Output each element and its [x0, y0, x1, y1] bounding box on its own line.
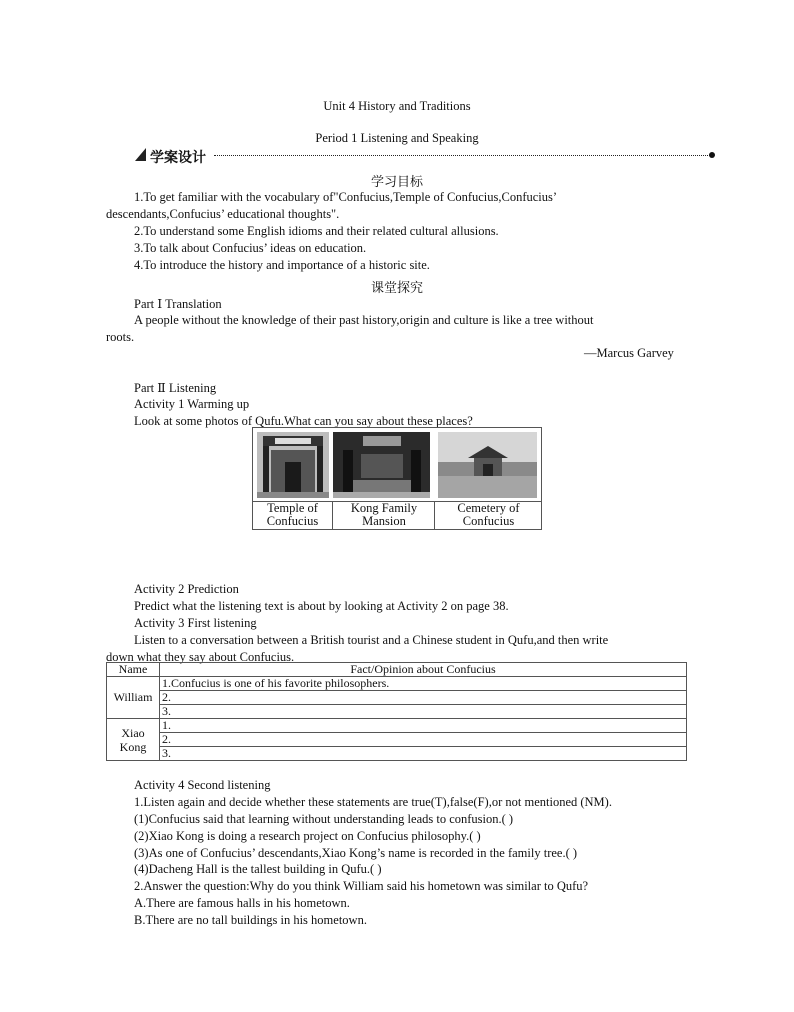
class-heading: 课堂探究 — [370, 281, 423, 296]
goal-line: descendants,Confucius’ educational thoughts". — [106, 207, 340, 221]
statement-item[interactable]: (3)As one of Confucius’ descendants,Xiao Kong’s name is recorded in the family tree.( ) — [134, 846, 578, 860]
banner-rule-end-dot — [709, 152, 715, 158]
fact-opinion-table — [106, 662, 687, 761]
activity1-prompt: Look at some photos of Qufu.What can you say about these places? — [134, 414, 473, 428]
fact-cell[interactable]: 3. — [160, 747, 687, 761]
table-row — [107, 719, 687, 733]
banner-dotted-rule — [214, 155, 710, 156]
photo-caption: Kong Family Mansion — [332, 501, 435, 530]
goal-line: 1.To get familiar with the vocabulary of"Confucius,Temple of Confucius,Confucius’ — [134, 190, 558, 204]
fact-cell[interactable]: 1.Confucius is one of his favorite philosophers. — [160, 677, 687, 691]
statement-item[interactable]: (1)Confucius said that learning without understanding leads to confusion.( ) — [134, 812, 514, 826]
statement-item[interactable]: (2)Xiao Kong is doing a research project on Confucius philosophy.( ) — [134, 829, 481, 843]
fact-cell[interactable]: 2. — [160, 691, 687, 705]
answer-option[interactable]: B.There are no tall buildings in his hometown. — [134, 913, 367, 927]
table-row — [107, 691, 687, 705]
quote-author: —Marcus Garvey — [584, 346, 674, 360]
activity2-text: Predict what the listening text is about by looking at Activity 2 on page 38. — [134, 599, 509, 613]
quote-text: roots. — [106, 330, 135, 344]
cemetery-photo — [438, 432, 537, 498]
statement-item[interactable]: (4)Dacheng Hall is the tallest building in Qufu.( ) — [134, 862, 382, 876]
fact-cell[interactable]: 1. — [160, 719, 687, 733]
activity4-heading: Activity 4 Second listening — [134, 778, 271, 792]
activity2-heading: Activity 2 Prediction — [134, 582, 239, 596]
activity3-text: down what they say about Confucius. — [106, 650, 295, 664]
goal-line: 3.To talk about Confucius’ ideas on education. — [134, 241, 367, 255]
section-banner: 学案设计 — [150, 150, 206, 166]
part1-heading: Part Ⅰ Translation — [134, 297, 222, 311]
photo-caption: Temple of Confucius — [253, 501, 332, 530]
table-row — [107, 705, 687, 719]
photo-caption: Cemetery of Confucius — [434, 501, 542, 530]
question-text: 2.Answer the question:Why do you think William said his hometown was similar to Qufu? — [134, 879, 589, 893]
goal-line: 2.To understand some English idioms and their related cultural allusions. — [134, 224, 499, 238]
activity3-text: Listen to a conversation between a British tourist and a Chinese student in Qufu,and then write — [134, 633, 609, 647]
table-header-row — [107, 663, 687, 677]
fact-cell[interactable]: 2. — [160, 733, 687, 747]
temple-photo — [257, 432, 329, 498]
unit-title: Unit 4 History and Traditions — [323, 99, 471, 113]
part2-heading: Part Ⅱ Listening — [134, 381, 217, 395]
activity1-heading: Activity 1 Warming up — [134, 397, 250, 411]
row-name: Xiao Kong — [107, 719, 160, 761]
qufu-photo-panel — [252, 427, 542, 530]
quote-text: A people without the knowledge of their past history,origin and culture is like a tree without — [134, 313, 594, 327]
row-name: William — [107, 677, 160, 719]
table-row — [107, 733, 687, 747]
answer-option[interactable]: A.There are famous halls in his hometown. — [134, 896, 350, 910]
banner-flag-icon — [135, 148, 146, 161]
kong-mansion-photo — [333, 432, 430, 498]
activity3-heading: Activity 3 First listening — [134, 616, 257, 630]
period-title: Period 1 Listening and Speaking — [315, 131, 479, 145]
table-header-fact: Fact/Opinion about Confucius — [160, 663, 687, 677]
table-row — [107, 747, 687, 761]
table-header-name: Name — [107, 663, 160, 677]
activity4-line: 1.Listen again and decide whether these statements are true(T),false(F),or not mentioned (NM). — [134, 795, 612, 809]
goal-line: 4.To introduce the history and importance of a historic site. — [134, 258, 430, 272]
table-row — [107, 677, 687, 691]
fact-cell[interactable]: 3. — [160, 705, 687, 719]
goals-heading: 学习目标 — [370, 175, 423, 190]
